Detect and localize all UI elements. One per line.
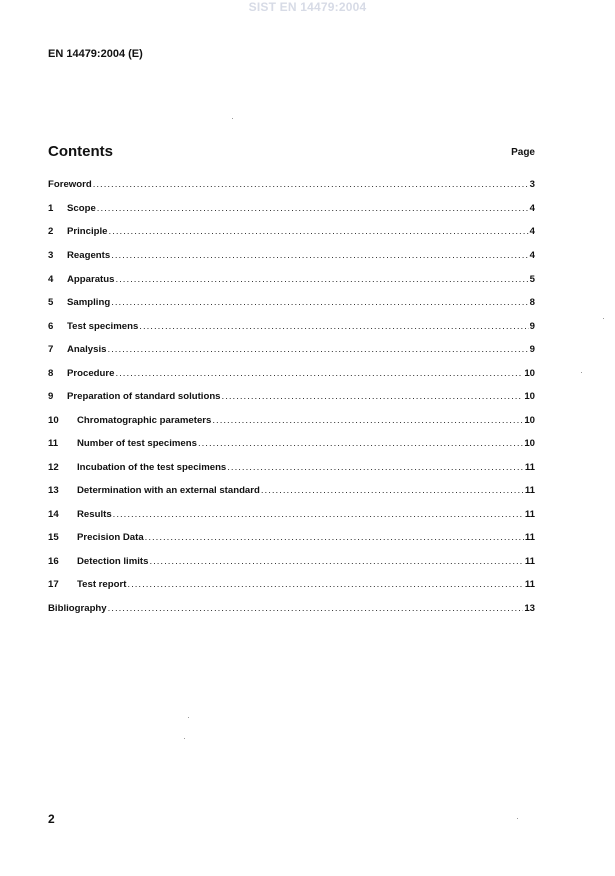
toc-entry-chromatographic-parameters[interactable] — [48, 414, 535, 428]
toc-entry-title: Foreword — [48, 179, 92, 190]
toc-entry-page: 9 — [529, 321, 535, 332]
toc-entry-title: Determination with an external standard — [77, 485, 260, 496]
toc-entry-test-report[interactable] — [48, 578, 535, 592]
toc-entry-number: 10 — [48, 415, 59, 426]
toc-entry-page: 11 — [524, 462, 535, 473]
toc-entry-page: 11 — [524, 579, 535, 590]
toc-entry-title: Bibliography — [48, 603, 107, 614]
toc-entry-number: 11 — [48, 438, 59, 449]
toc-leader-dots — [139, 320, 528, 334]
toc-entry-page: 10 — [524, 415, 535, 426]
toc-entry-determination-with-an-external-standard[interactable] — [48, 484, 535, 498]
toc-leader-dots — [115, 273, 528, 287]
toc-entry-sampling[interactable] — [48, 296, 535, 310]
toc-entry-page: 11 — [524, 556, 535, 567]
toc-entry-number: 6 — [48, 321, 54, 332]
toc-entry-title: Sampling — [67, 297, 111, 308]
toc-entry-number: 13 — [48, 485, 59, 496]
toc-entry-bibliography[interactable] — [48, 602, 535, 616]
toc-entry-title: Number of test specimens — [77, 438, 197, 449]
toc-entry-title: Preparation of standard solutions — [67, 391, 221, 402]
scan-speck — [232, 118, 233, 119]
toc-entry-page: 10 — [524, 391, 535, 402]
toc-entry-title: Chromatographic parameters — [77, 415, 212, 426]
toc-entry-page: 11 — [524, 485, 535, 496]
toc-leader-dots — [227, 461, 524, 475]
toc-leader-dots — [97, 202, 529, 216]
toc-entry-number: 17 — [48, 579, 59, 590]
toc-entry-number: 14 — [48, 509, 59, 520]
toc-entry-number: 8 — [48, 368, 54, 379]
toc-leader-dots — [111, 296, 528, 310]
toc-leader-dots — [111, 249, 528, 263]
toc-leader-dots — [107, 343, 528, 357]
document-identifier: EN 14479:2004 (E) — [48, 48, 143, 60]
toc-leader-dots — [212, 414, 523, 428]
toc-entry-page: 4 — [529, 226, 535, 237]
toc-entry-page: 4 — [529, 250, 535, 261]
toc-leader-dots — [261, 484, 524, 498]
toc-entry-number: 2 — [48, 226, 54, 237]
toc-leader-dots — [109, 225, 529, 239]
toc-entry-title: Detection limits — [77, 556, 149, 567]
toc-entry-page: 11 — [524, 532, 535, 543]
contents-heading: Contents — [48, 143, 113, 160]
toc-entry-reagents[interactable] — [48, 249, 535, 263]
toc-entry-foreword[interactable] — [48, 178, 535, 192]
toc-entry-principle[interactable] — [48, 225, 535, 239]
toc-entry-page: 10 — [524, 438, 535, 449]
toc-entry-page: 5 — [529, 274, 535, 285]
toc-leader-dots — [145, 531, 524, 545]
toc-entry-page: 9 — [529, 344, 535, 355]
toc-entry-title: Principle — [67, 226, 108, 237]
scan-speck — [517, 818, 518, 819]
toc-entry-title: Apparatus — [67, 274, 115, 285]
toc-entry-results[interactable] — [48, 508, 535, 522]
toc-entry-procedure[interactable] — [48, 367, 535, 381]
toc-entry-page: 10 — [524, 368, 535, 379]
toc-leader-dots — [115, 367, 523, 381]
toc-entry-title: Precision Data — [77, 532, 144, 543]
toc-entry-page: 3 — [529, 179, 535, 190]
toc-entry-page: 8 — [529, 297, 535, 308]
toc-entry-number: 12 — [48, 462, 59, 473]
toc-entry-precision-data[interactable] — [48, 531, 535, 545]
toc-leader-dots — [108, 602, 524, 616]
toc-entry-number: 9 — [48, 391, 54, 402]
toc-entry-number: 3 — [48, 250, 54, 261]
toc-entry-page: 13 — [524, 603, 535, 614]
toc-leader-dots — [127, 578, 523, 592]
toc-entry-title: Scope — [67, 203, 96, 214]
toc-entry-title: Results — [77, 509, 112, 520]
toc-entry-scope[interactable] — [48, 202, 535, 216]
toc-entry-number: 4 — [48, 274, 54, 285]
toc-entry-title: Reagents — [67, 250, 111, 261]
scan-speck — [184, 738, 185, 739]
toc-entry-incubation-of-the-test-specimens[interactable] — [48, 461, 535, 475]
toc-entry-title: Procedure — [67, 368, 115, 379]
toc-entry-number: 1 — [48, 203, 54, 214]
page-number: 2 — [48, 812, 55, 826]
toc-entry-page: 11 — [524, 509, 535, 520]
toc-entry-number: 5 — [48, 297, 54, 308]
scan-speck — [188, 717, 189, 718]
toc-entry-analysis[interactable] — [48, 343, 535, 357]
toc-entry-number: 16 — [48, 556, 59, 567]
toc-entry-test-specimens[interactable] — [48, 320, 535, 334]
toc-entry-number: 7 — [48, 344, 54, 355]
toc-entry-number: 15 — [48, 532, 59, 543]
toc-leader-dots — [222, 390, 524, 404]
toc-leader-dots — [198, 437, 523, 451]
scan-speck — [603, 318, 604, 319]
toc-entry-title: Test specimens — [67, 321, 139, 332]
toc-entry-title: Incubation of the test specimens — [77, 462, 227, 473]
watermark: SIST EN 14479:2004 — [248, 0, 367, 14]
toc-entry-detection-limits[interactable] — [48, 555, 535, 569]
toc-leader-dots — [93, 178, 529, 192]
toc-entry-preparation-of-standard-solutions[interactable] — [48, 390, 535, 404]
toc-leader-dots — [113, 508, 524, 522]
toc-entry-apparatus[interactable] — [48, 273, 535, 287]
toc-leader-dots — [149, 555, 523, 569]
scan-speck — [581, 372, 582, 373]
toc-entry-title: Test report — [77, 579, 127, 590]
toc-entry-number-of-test-specimens[interactable] — [48, 437, 535, 451]
toc-entry-title: Analysis — [67, 344, 107, 355]
page-column-heading: Page — [511, 147, 535, 158]
toc-entry-page: 4 — [529, 203, 535, 214]
